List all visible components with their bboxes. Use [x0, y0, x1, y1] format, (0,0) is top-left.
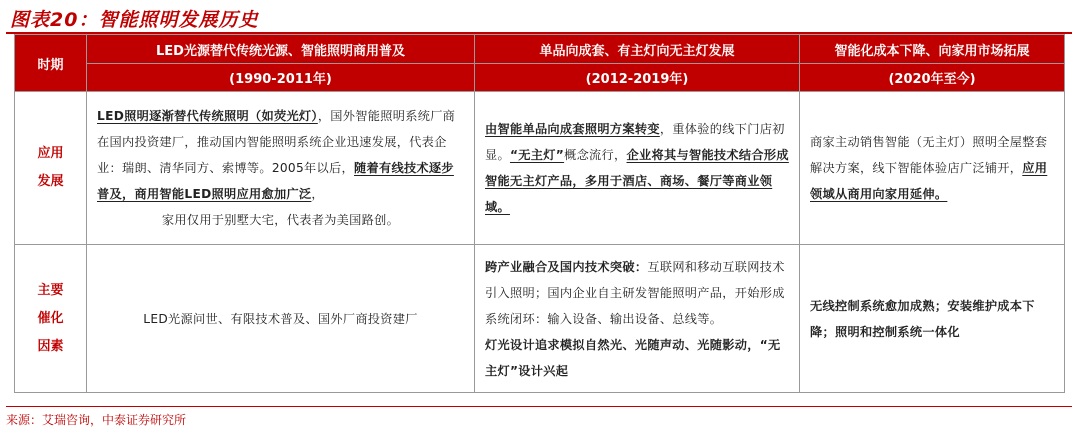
text: 概念流行，: [564, 148, 627, 162]
header-row-years: [15, 64, 1065, 92]
history-table: [14, 34, 1065, 393]
text: ，国外智能照明系统厂商在国内投资建厂，推动国内智能照明系统企业迅速发展，代表企业：瑞朗、清华同方、索博等。2005年以后，: [97, 109, 456, 175]
text: ，: [311, 187, 324, 201]
cell-application-phase-2: [475, 92, 800, 245]
text: 家用仅用于别墅大宅，代表者为美国路创。: [161, 213, 400, 227]
phase-3-years: (2020年至今): [800, 64, 1065, 92]
cell-catalysts-phase-1: LED光源问世、有限技术普及、国外厂商投资建厂: [87, 245, 475, 393]
text-bold: 企业将其与智能技术结合形成智能无主灯产品，多用于酒店、商场、餐厅等商业领域。: [485, 148, 789, 214]
source-note: 来源：艾瑞咨询，中泰证券研究所: [6, 413, 187, 427]
cell-catalysts-phase-3: 无线控制系统愈加成熟；安装维护成本下降；照明和控制系统一体化: [800, 245, 1065, 393]
figure-title: 图表20：智能照明发展历史: [10, 9, 259, 31]
figure-title-bar: [6, 2, 1072, 34]
text: 互联网和移动互联网技术引入照明；国内企业自主研发智能照明产品，开始形成系统闭环：输入设备、输出设备、总线等。: [485, 259, 785, 326]
phase-1-years: (1990-2011年): [87, 64, 475, 92]
table-row-application: [15, 92, 1065, 245]
text-bold: 随着有线技术逐步普及，商用智能LED照明应用愈加广泛: [97, 161, 454, 201]
cell-application-phase-1: [87, 92, 475, 245]
source-divider: [6, 406, 1072, 407]
cell-application-phase-3: [800, 92, 1065, 245]
text: ，重体验的线下门店初显。: [485, 122, 785, 162]
header-row-phases: [15, 35, 1065, 64]
phase-2-name: 单品向成套、有主灯向无主灯发展: [475, 35, 800, 64]
text-bold: LED照明逐渐替代传统照明（如荧光灯）: [97, 109, 318, 123]
text-bold: 灯光设计追求模拟自然光、光随声动、光随影动，“无主灯”设计兴起: [485, 337, 781, 378]
table-row-catalysts: [15, 245, 1065, 393]
phase-2-years: (2012-2019年): [475, 64, 800, 92]
phase-1-name: LED光源替代传统光源、智能照明商用普及: [87, 35, 475, 64]
cell-catalysts-phase-2: [475, 245, 800, 393]
phase-3-name: 智能化成本下降、向家用市场拓展: [800, 35, 1065, 64]
text-bold: 由智能单品向成套照明方案转变: [485, 122, 660, 136]
row-label-catalysts: 主要催化因素: [15, 245, 87, 393]
text-bold: “无主灯”: [509, 148, 565, 162]
text-bold: 应用领域从商用向家用延伸。: [810, 161, 1048, 201]
period-header: 时期: [15, 35, 87, 92]
text-bold: 跨产业融合及国内技术突破：: [485, 259, 648, 274]
row-label-application: 应用发展: [15, 92, 87, 245]
text: 商家主动销售智能（无主灯）照明全屋整套解决方案，线下智能体验店广泛铺开，: [810, 135, 1048, 175]
